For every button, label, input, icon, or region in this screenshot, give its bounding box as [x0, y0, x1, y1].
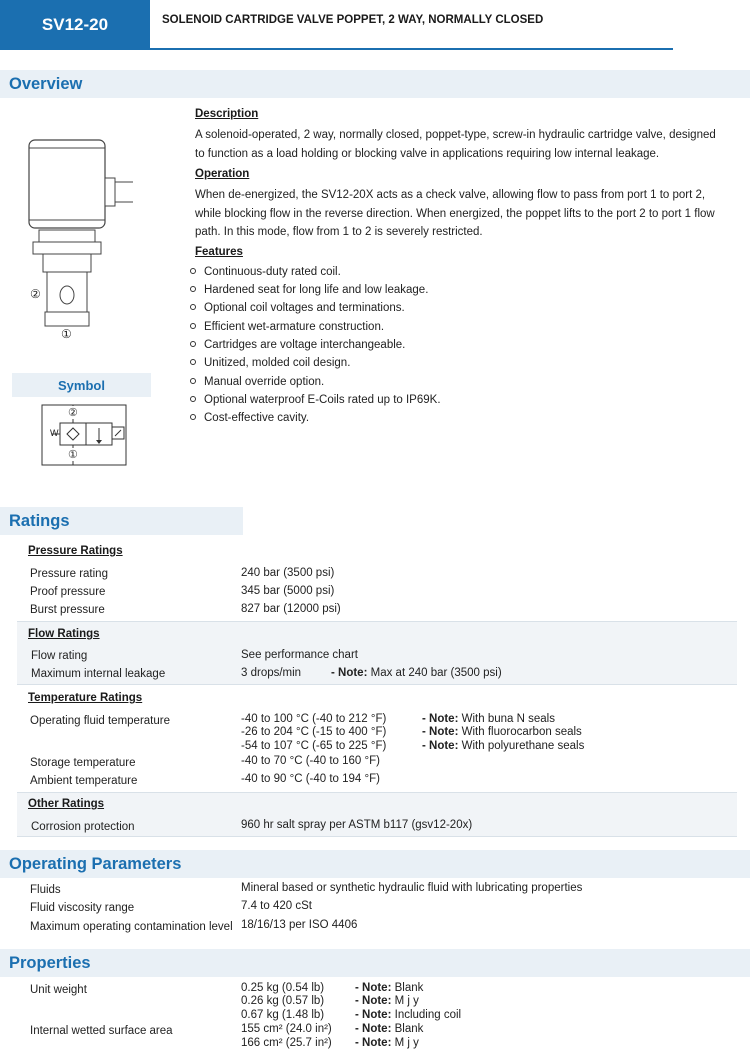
- ambient-temp-value: -40 to 90 °C (-40 to 194 °F): [241, 773, 380, 785]
- feature-item: Continuous-duty rated coil.: [190, 266, 341, 278]
- unit-weight-label: Unit weight: [30, 984, 87, 996]
- description-text: [195, 126, 716, 163]
- operating-parameters-title: Operating Parameters: [9, 855, 182, 873]
- ambient-temp-label: Ambient temperature: [30, 775, 138, 787]
- unit-weight-note: - Note: Including coil: [355, 1009, 462, 1021]
- proof-pressure-label: Proof pressure: [30, 586, 106, 598]
- port-1-label: ①: [61, 327, 72, 341]
- port-2-label: ②: [30, 287, 41, 301]
- flow-ratings-heading: Flow Ratings: [28, 628, 100, 640]
- feature-item: Optional waterproof E-Coils rated up to IP69K.: [190, 394, 441, 406]
- properties-title: Properties: [9, 954, 91, 972]
- storage-temp-value: -40 to 70 °C (-40 to 160 °F): [241, 755, 380, 767]
- symbol-port-1: ①: [68, 449, 78, 461]
- contamination-value: 18/16/13 per ISO 4406: [241, 919, 358, 931]
- symbol-port-2: ②: [68, 407, 78, 419]
- pressure-rating-label: Pressure rating: [30, 568, 108, 580]
- features-heading: Features: [195, 246, 243, 258]
- unit-weight-value: 0.25 kg (0.54 lb): [241, 982, 325, 994]
- wetted-area-label: Internal wetted surface area: [30, 1025, 173, 1037]
- proof-pressure-value: 345 bar (5000 psi): [241, 585, 335, 597]
- document-title: SOLENOID CARTRIDGE VALVE POPPET, 2 WAY, NORMALLY CLOSED: [162, 14, 544, 26]
- title-rule: [150, 48, 673, 50]
- operating-temp-note: - Note: With buna N seals: [422, 713, 555, 725]
- feature-item: Hardened seat for long life and low leakage.: [190, 284, 428, 296]
- properties-bar: [0, 949, 750, 977]
- flow-rating-value: See performance chart: [241, 649, 358, 661]
- burst-pressure-value: 827 bar (12000 psi): [241, 603, 341, 615]
- feature-item: Unitized, molded coil design.: [190, 357, 350, 369]
- symbol-spring-label: W: [50, 428, 59, 438]
- flow-rating-label: Flow rating: [31, 650, 88, 662]
- pressure-ratings-heading: Pressure Ratings: [28, 545, 123, 557]
- wetted-area-note: - Note: M j y: [355, 1037, 419, 1049]
- overview-bar: [0, 70, 750, 98]
- viscosity-value: 7.4 to 420 cSt: [241, 900, 312, 912]
- operating-temp-note: - Note: With fluorocarbon seals: [422, 726, 582, 738]
- operating-temp-note: - Note: With polyurethane seals: [422, 740, 585, 752]
- corrosion-label: Corrosion protection: [31, 821, 135, 833]
- wetted-area-value: 166 cm² (25.7 in²): [241, 1037, 332, 1049]
- symbol-header: Symbol: [12, 373, 151, 397]
- unit-weight-value: 0.26 kg (0.57 lb): [241, 995, 325, 1007]
- wetted-area-value: 155 cm² (24.0 in²): [241, 1023, 332, 1035]
- unit-weight-note: - Note: Blank: [355, 982, 424, 994]
- fluids-label: Fluids: [30, 884, 61, 896]
- feature-item: Manual override option.: [190, 376, 324, 388]
- leakage-note: - Note: Max at 240 bar (3500 psi): [331, 667, 502, 679]
- operation-line: When de-energized, the SV12-20X acts as a check valve, allowing flow to pass from port 1 to port 2,: [195, 189, 706, 201]
- ratings-title: Ratings: [9, 512, 70, 530]
- temperature-ratings-heading: Temperature Ratings: [28, 692, 143, 704]
- overview-title: Overview: [9, 75, 83, 93]
- feature-item: Cartridges are voltage interchangeable.: [190, 339, 405, 351]
- feature-item: Optional coil voltages and terminations.: [190, 302, 405, 314]
- leakage-label: Maximum internal leakage: [31, 668, 166, 680]
- burst-pressure-label: Burst pressure: [30, 604, 105, 616]
- valve-illustration: [25, 132, 140, 344]
- operating-temp-label: Operating fluid temperature: [30, 715, 170, 727]
- viscosity-label: Fluid viscosity range: [30, 902, 135, 914]
- other-ratings-heading: Other Ratings: [28, 798, 105, 810]
- operating-temp-value: -26 to 204 °C (-15 to 400 °F): [241, 726, 387, 738]
- feature-item: Cost-effective cavity.: [190, 412, 309, 424]
- unit-weight-value: 0.67 kg (1.48 lb): [241, 1009, 325, 1021]
- leakage-value: 3 drops/min: [241, 667, 302, 679]
- pressure-rating-value: 240 bar (3500 psi): [241, 567, 335, 579]
- description-line: to function as a load holding or blocking valve in applications requiring low internal leakage.: [195, 147, 660, 160]
- corrosion-value: 960 hr salt spray per ASTM b117 (gsv12-20x): [241, 819, 473, 831]
- unit-weight-note: - Note: M j y: [355, 995, 419, 1007]
- description-heading: Description: [195, 108, 259, 120]
- operating-temp-value: -54 to 107 °C (-65 to 225 °F): [241, 740, 387, 752]
- description-line: A solenoid-operated, 2 way, normally closed, poppet-type, screw-in hydraulic cartridge valve, designed: [195, 129, 716, 141]
- fluids-value: Mineral based or synthetic hydraulic fluid with lubricating properties: [241, 882, 583, 894]
- storage-temp-label: Storage temperature: [30, 757, 136, 769]
- operation-heading: Operation: [195, 168, 250, 180]
- wetted-area-note: - Note: Blank: [355, 1023, 424, 1035]
- operating-temp-value: -40 to 100 °C (-40 to 212 °F): [241, 713, 387, 725]
- model-badge: SV12-20: [0, 0, 150, 50]
- contamination-label: Maximum operating contamination level: [30, 921, 233, 933]
- operation-text: [195, 186, 715, 242]
- operation-line: while blocking flow in the reverse direction. When energized, the poppet lifts to the port 2 to port 1 flow: [195, 207, 715, 220]
- feature-item: Efficient wet-armature construction.: [190, 321, 384, 333]
- operation-line: path. In this mode, flow from 1 to 2 is severely restricted.: [195, 226, 483, 238]
